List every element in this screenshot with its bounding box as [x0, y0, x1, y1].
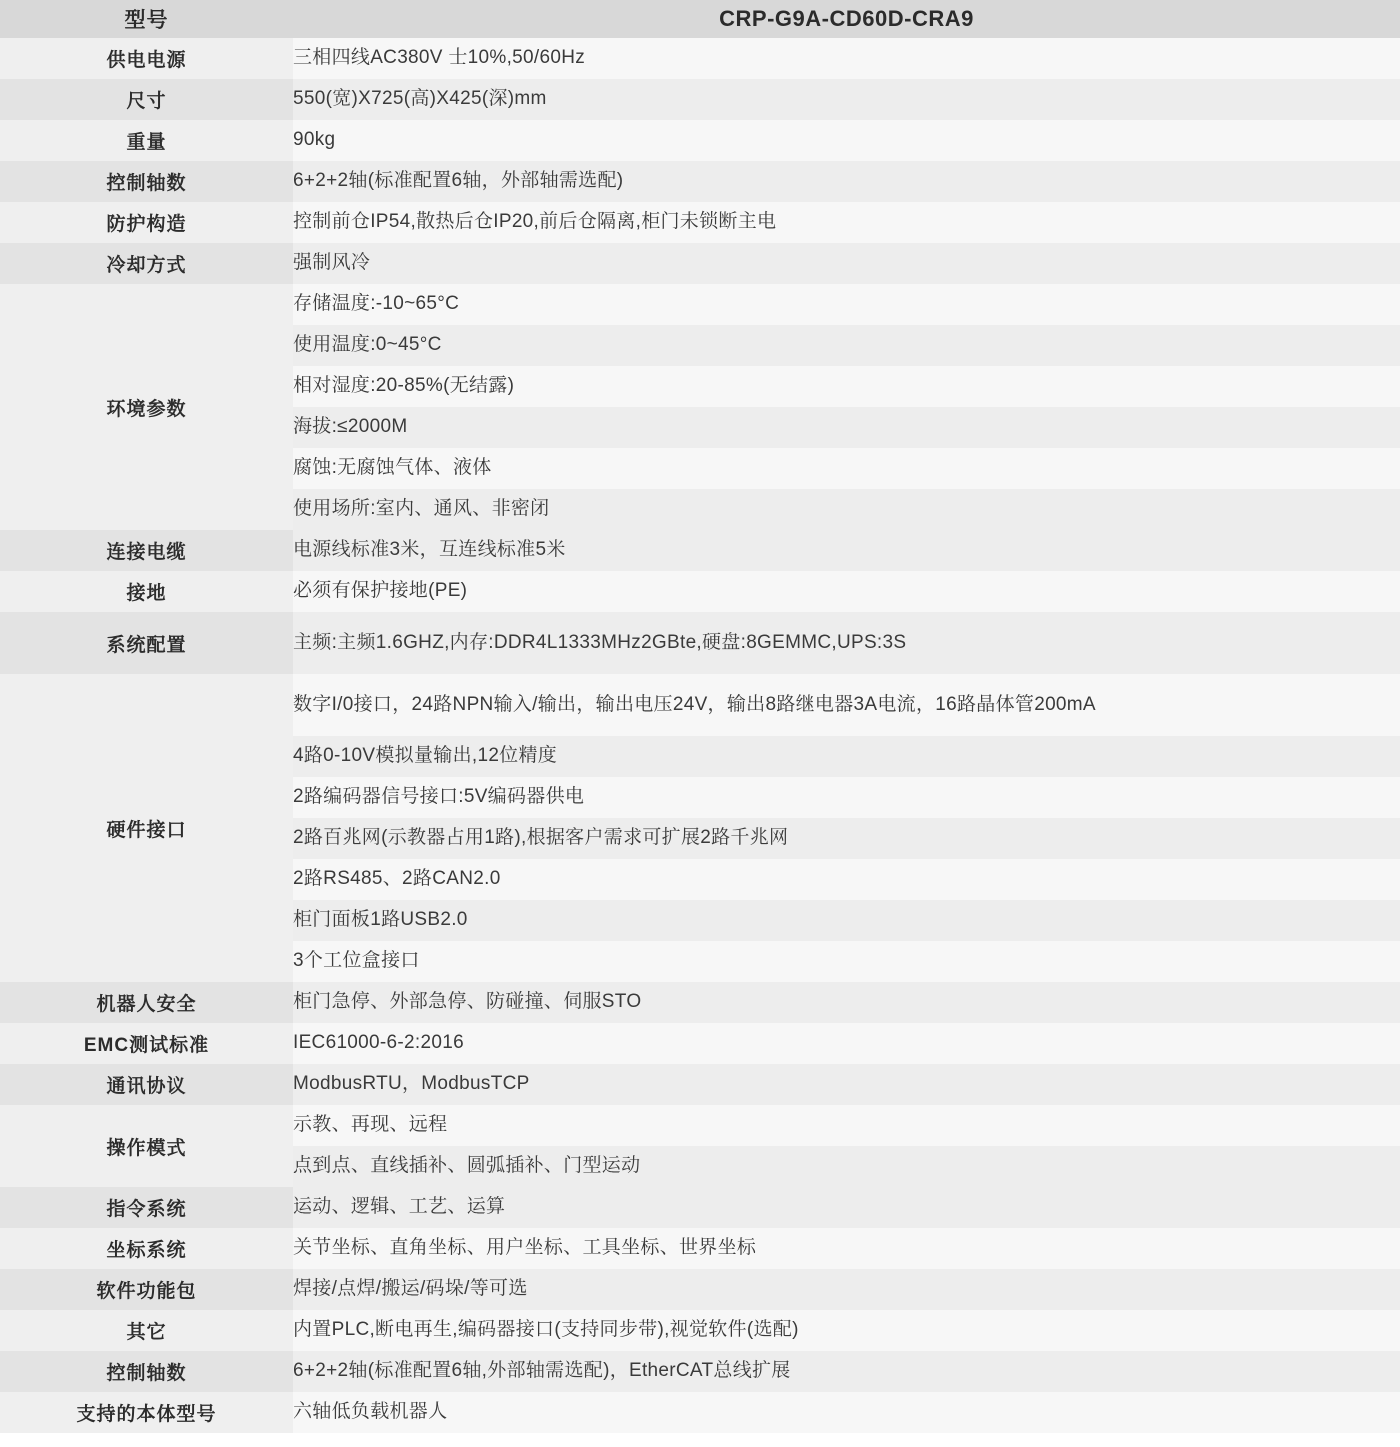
value-line: 2路RS485、2路CAN2.0: [293, 859, 1400, 900]
value-line: 强制风冷: [293, 243, 1400, 284]
row-value-cell: [293, 1269, 1400, 1310]
value-line: 柜门急停、外部急停、防碰撞、伺服STO: [293, 982, 1400, 1023]
value-line: 6+2+2轴(标准配置6轴,外部轴需选配)，EtherCAT总线扩展: [293, 1351, 1400, 1392]
value-line: 6+2+2轴(标准配置6轴，外部轴需选配): [293, 161, 1400, 202]
value-line: 550(宽)X725(高)X425(深)mm: [293, 79, 1400, 120]
row-label: 机器人安全: [0, 982, 293, 1023]
row-label: 接地: [0, 571, 293, 612]
table-row: [0, 1064, 1400, 1105]
row-label: 尺寸: [0, 79, 293, 120]
row-label: 控制轴数: [0, 161, 293, 202]
value-line: 关节坐标、直角坐标、用户坐标、工具坐标、世界坐标: [293, 1228, 1400, 1269]
value-line: 2路百兆网(示教器占用1路),根据客户需求可扩展2路千兆网: [293, 818, 1400, 859]
table-row: [0, 571, 1400, 612]
table-row: [0, 202, 1400, 243]
value-line: 90kg: [293, 120, 1400, 161]
row-value-cell: [293, 571, 1400, 612]
table-row: [0, 120, 1400, 161]
table-row: [0, 79, 1400, 120]
value-line: 必须有保护接地(PE): [293, 571, 1400, 612]
table-header-row: [0, 0, 1400, 38]
row-label: 通讯协议: [0, 1064, 293, 1105]
value-line: 2路编码器信号接口:5V编码器供电: [293, 777, 1400, 818]
value-line: 存储温度:-10~65°C: [293, 284, 1400, 325]
value-line: 控制前仓IP54,散热后仓IP20,前后仓隔离,柜门未锁断主电: [293, 202, 1400, 243]
row-value-cell: [293, 161, 1400, 202]
row-value-cell: [293, 674, 1400, 982]
row-label: 重量: [0, 120, 293, 161]
table-row: [0, 284, 1400, 530]
value-line: 三相四线AC380V 士10%,50/60Hz: [293, 38, 1400, 79]
table-row: [0, 1187, 1400, 1228]
row-label: 操作模式: [0, 1105, 293, 1187]
row-label: 其它: [0, 1310, 293, 1351]
value-line: 运动、逻辑、工艺、运算: [293, 1187, 1400, 1228]
row-label: 系统配置: [0, 612, 293, 674]
row-label: 坐标系统: [0, 1228, 293, 1269]
row-value-cell: [293, 1187, 1400, 1228]
value-line: 主频:主频1.6GHZ,内存:DDR4L1333MHz2GBte,硬盘:8GEMMC,UPS:3S: [293, 612, 1400, 674]
value-line: 3个工位盒接口: [293, 941, 1400, 982]
row-value-cell: [293, 202, 1400, 243]
row-value-cell: [293, 243, 1400, 284]
row-value-cell: [293, 1064, 1400, 1105]
table-row: [0, 161, 1400, 202]
table-row: [0, 1023, 1400, 1064]
row-value-cell: [293, 1023, 1400, 1064]
value-line: 使用温度:0~45°C: [293, 325, 1400, 366]
row-label: 环境参数: [0, 284, 293, 530]
row-label: 连接电缆: [0, 530, 293, 571]
row-label: 供电电源: [0, 38, 293, 79]
row-value-cell: [293, 120, 1400, 161]
value-line: 海拔:≤2000M: [293, 407, 1400, 448]
value-line: ModbusRTU，ModbusTCP: [293, 1064, 1400, 1105]
row-label: 冷却方式: [0, 243, 293, 284]
value-line: 使用场所:室内、通风、非密闭: [293, 489, 1400, 530]
table-row: [0, 243, 1400, 284]
row-value-cell: [293, 38, 1400, 79]
row-value-cell: [293, 1392, 1400, 1433]
table-row: [0, 612, 1400, 674]
row-value-cell: [293, 530, 1400, 571]
row-label: 支持的本体型号: [0, 1392, 293, 1433]
table-row: [0, 1105, 1400, 1187]
header-label-cell: 型号: [0, 0, 293, 38]
value-line: 数字I/0接口，24路NPN输入/输出，输出电压24V，输出8路继电器3A电流，16路晶体管200mA: [293, 674, 1400, 736]
value-line: IEC61000-6-2:2016: [293, 1023, 1400, 1064]
table-row: [0, 982, 1400, 1023]
row-value-cell: [293, 1310, 1400, 1351]
row-label: 软件功能包: [0, 1269, 293, 1310]
value-line: 示教、再现、远程: [293, 1105, 1400, 1146]
row-label: 指令系统: [0, 1187, 293, 1228]
row-label: 控制轴数: [0, 1351, 293, 1392]
value-line: 点到点、直线插补、圆弧插补、门型运动: [293, 1146, 1400, 1187]
table-row: [0, 38, 1400, 79]
value-line: 4路0-10V模拟量输出,12位精度: [293, 736, 1400, 777]
row-label: 防护构造: [0, 202, 293, 243]
table-row: [0, 1392, 1400, 1433]
row-value-cell: [293, 1228, 1400, 1269]
table-row: [0, 1228, 1400, 1269]
value-line: 焊接/点焊/搬运/码垛/等可选: [293, 1269, 1400, 1310]
table-row: [0, 1269, 1400, 1310]
header-value-cell: CRP-G9A-CD60D-CRA9: [293, 0, 1400, 38]
row-label: 硬件接口: [0, 674, 293, 982]
value-line: 内置PLC,断电再生,编码器接口(支持同步带),视觉软件(选配): [293, 1310, 1400, 1351]
row-value-cell: [293, 612, 1400, 674]
row-value-cell: [293, 284, 1400, 530]
row-value-cell: [293, 1351, 1400, 1392]
table-row: [0, 1310, 1400, 1351]
table-row: [0, 674, 1400, 982]
table-row: [0, 530, 1400, 571]
row-value-cell: [293, 982, 1400, 1023]
value-line: 六轴低负载机器人: [293, 1392, 1400, 1433]
row-label: EMC测试标准: [0, 1023, 293, 1064]
value-line: 相对湿度:20-85%(无结露): [293, 366, 1400, 407]
value-line: 电源线标准3米，互连线标准5米: [293, 530, 1400, 571]
table-row: [0, 1351, 1400, 1392]
value-line: 腐蚀:无腐蚀气体、液体: [293, 448, 1400, 489]
row-value-cell: [293, 1105, 1400, 1187]
value-line: 柜门面板1路USB2.0: [293, 900, 1400, 941]
row-value-cell: [293, 79, 1400, 120]
